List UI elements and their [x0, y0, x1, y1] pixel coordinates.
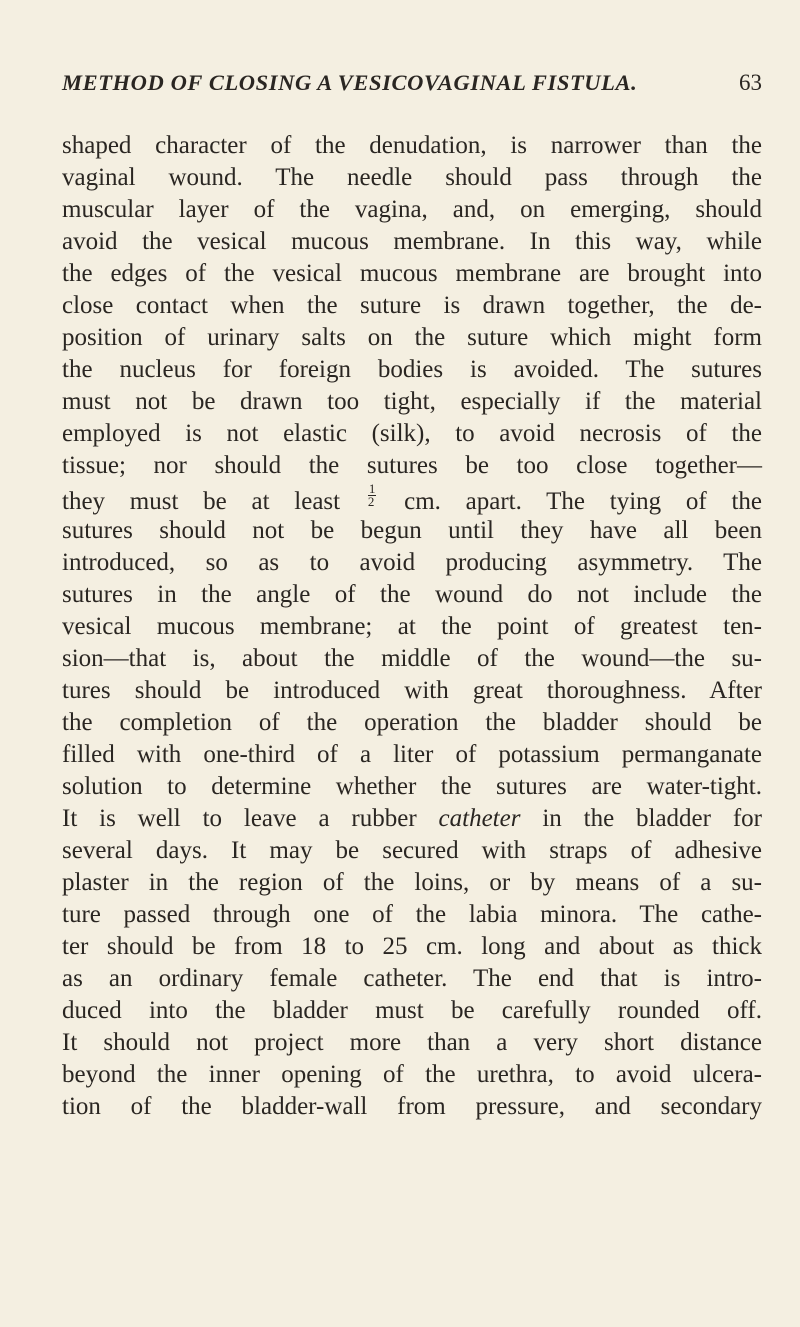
line-text-before: It is well to leave a rubber [62, 804, 417, 832]
text-line: close contact when the suture is drawn together, the de- [62, 292, 762, 320]
text-line: tissue; nor should the sutures be too close together— [62, 452, 762, 480]
line-text-after: in the bladder for [542, 804, 762, 832]
text-line: several days. It may be secured with straps of adhesive [62, 837, 762, 865]
text-line: sion—that is, about the middle of the wound—the su- [62, 644, 762, 672]
text-line: muscular layer of the vagina, and, on emerging, should [62, 196, 762, 224]
text-line: ter should be from 18 to 25 cm. long and about as thick [62, 933, 762, 961]
text-line: It should not project more than a very short distance [62, 1029, 762, 1057]
text-line-with-italic [62, 803, 762, 835]
text-line: vaginal wound. The needle should pass through the [62, 164, 762, 192]
text-line: sutures should not be begun until they have all been [62, 516, 762, 544]
running-head [62, 70, 762, 104]
fraction-denominator: 2 [367, 493, 375, 509]
text-line: ture passed through one of the labia minora. The cathe- [62, 901, 762, 929]
text-line: sutures in the angle of the wound do not include the [62, 580, 762, 608]
text-line: employed is not elastic (silk), to avoid necrosis of the [62, 420, 762, 448]
page-number: 63 [739, 70, 762, 95]
line-text-before: they must be at least [62, 487, 341, 515]
text-line: duced into the bladder must be carefully rounded off. [62, 997, 762, 1025]
text-line: introduced, so as to avoid producing asymmetry. The [62, 548, 762, 576]
italic-term-catheter: catheter [438, 804, 521, 832]
text-line: position of urinary salts on the suture which might form [62, 324, 762, 352]
text-line: vesical mucous membrane; at the point of greatest ten- [62, 612, 762, 640]
text-line: avoid the vesical mucous membrane. In this way, while [62, 228, 762, 256]
text-line: solution to determine whether the sutures are water-tight. [62, 772, 762, 800]
text-line: the completion of the operation the bladder should be [62, 708, 762, 736]
fraction-numerator: 1 [368, 480, 376, 496]
text-line: tion of the bladder-wall from pressure, and secondary [62, 1093, 762, 1121]
text-line: the nucleus for foreign bodies is avoided. The sutures [62, 356, 762, 384]
text-line: beyond the inner opening of the urethra, to avoid ulcera- [62, 1061, 762, 1089]
body-text [62, 130, 762, 1123]
fraction-one-half [367, 480, 377, 509]
text-line: filled with one-third of a liter of potassium permanganate [62, 740, 762, 768]
line-text-after: cm. apart. The tying of the [404, 487, 762, 515]
running-title: METHOD OF CLOSING A VESICOVAGINAL FISTULA. [62, 70, 638, 95]
text-line-with-fraction [62, 480, 762, 515]
text-line: plaster in the region of the loins, or by means of a su- [62, 869, 762, 897]
text-line: shaped character of the denudation, is narrower than the [62, 132, 762, 159]
text-line: tures should be introduced with great thoroughness. After [62, 676, 762, 704]
text-line: as an ordinary female catheter. The end that is intro- [62, 965, 762, 993]
text-line: the edges of the vesical mucous membrane are brought into [62, 260, 762, 288]
text-line: must not be drawn too tight, especially if the material [62, 388, 762, 416]
